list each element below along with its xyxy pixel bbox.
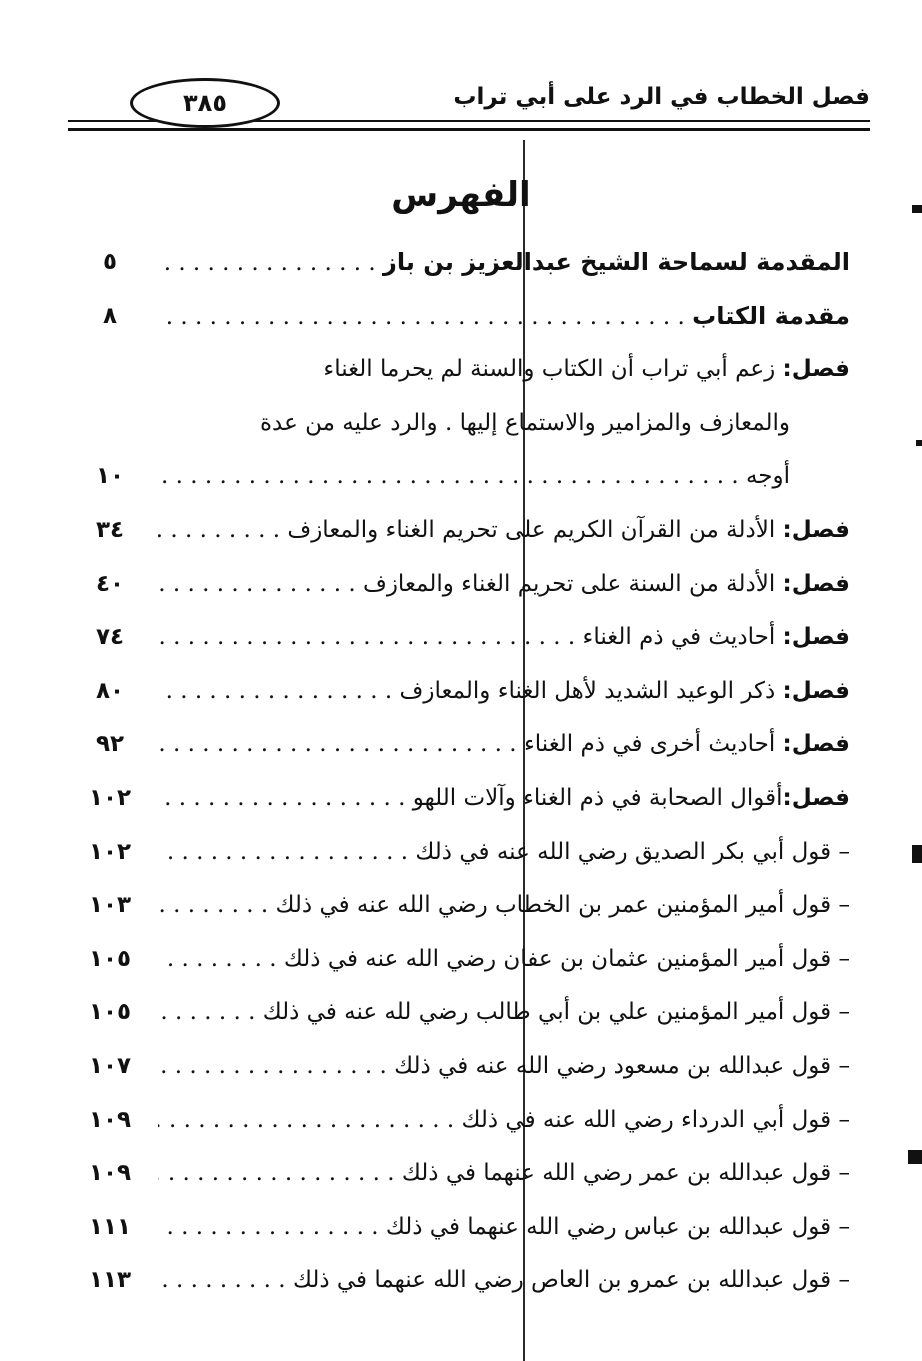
toc-entry-title: – قول أمير المؤمنين عثمان بن عفان رضي الله عنه في ذلك <box>283 945 850 972</box>
toc-entry-title: والمعازف والمزامير والاستماع إليها . والرد عليه من عدة <box>259 409 790 436</box>
toc-entry-page: ٤٠ <box>95 570 125 597</box>
toc-entry-page: ١٠٩ <box>88 1160 132 1187</box>
toc-entry-title: – قول عبدالله بن عمرو بن العاص رضي الله عنهما في ذلك <box>292 1267 850 1294</box>
toc-entry-text <box>158 665 850 719</box>
toc-entry <box>70 397 850 451</box>
toc-entry <box>70 1147 850 1201</box>
toc-entry-text <box>158 1201 850 1255</box>
toc-entry-title: – قول عبدالله بن مسعود رضي الله عنه في ذلك <box>394 1052 850 1079</box>
toc-entry <box>70 290 850 344</box>
toc-entry-text <box>158 826 850 880</box>
toc-entry-title: – قول أبي الدرداء رضي الله عنه في ذلك <box>461 1106 850 1133</box>
toc-entry-text <box>158 504 850 558</box>
toc-entry-title: ذكر الوعيد الشديد لأهل الغناء والمعازف <box>399 677 783 704</box>
toc-entry-page: ١٠٧ <box>88 1052 132 1079</box>
page-number: ٣٨٥ <box>130 78 280 128</box>
toc-entry-text <box>158 879 850 933</box>
toc-entry-page: ١٠٢ <box>88 838 132 865</box>
toc-entry-lead: فصل: <box>782 784 850 811</box>
toc-entry-lead: فصل: <box>782 677 850 704</box>
toc-entry-page: ٥ <box>102 249 118 275</box>
toc-entry-text <box>158 558 850 612</box>
toc-entry <box>70 558 850 612</box>
toc-entry-title: – قول عبدالله بن عمر رضي الله عنهما في ذلك <box>401 1160 850 1187</box>
toc-entry-title: – قول أمير المؤمنين علي بن أبي طالب رضي لله عنه في ذلك <box>262 999 850 1026</box>
toc-entry-text <box>158 1254 850 1308</box>
toc-entry-text <box>158 1094 850 1148</box>
toc-entry <box>70 504 850 558</box>
toc-entry <box>70 772 850 826</box>
toc-entry <box>70 826 850 880</box>
toc-entry-lead: فصل: <box>782 570 850 597</box>
toc-entry <box>70 236 850 290</box>
toc-entry-title: – قول أمير المؤمنين عمر بن الخطاب رضي الله عنه في ذلك <box>275 892 850 919</box>
book-title: فصل الخطاب في الرد على أبي تراب <box>453 84 870 110</box>
toc-entry-page: ١٠٩ <box>88 1106 132 1133</box>
toc-entry-page: ٣٤ <box>95 516 125 543</box>
toc-entry-text <box>158 343 850 397</box>
edge-mark <box>916 440 922 446</box>
toc-entry-page: ١٠٢ <box>88 784 132 811</box>
toc-entry <box>70 611 850 665</box>
toc-entry-title: – قول عبدالله بن عباس رضي الله عنهما في ذلك <box>385 1213 850 1240</box>
toc-entry-page: ١٠٥ <box>88 945 132 972</box>
toc-entry-page: ١٠٣ <box>88 892 132 919</box>
toc-entry-text <box>158 397 790 451</box>
toc-entry-page: ٨ <box>102 302 118 329</box>
toc-entry-page: ١٠ <box>95 463 125 490</box>
toc-entry-title: الأدلة من السنة على تحريم الغناء والمعازف <box>362 570 783 597</box>
toc-entry-text <box>158 236 850 291</box>
edge-mark <box>912 845 922 863</box>
toc-entry-text <box>158 933 850 987</box>
toc-entry-page: ١١٣ <box>88 1267 132 1294</box>
toc-entry <box>70 1040 850 1094</box>
header-rule-thick <box>68 128 870 131</box>
toc-entry <box>70 933 850 987</box>
toc-entry <box>70 665 850 719</box>
toc-entry-title: المقدمة لسماحة الشيخ عبدالعزيز بن باز <box>383 248 850 276</box>
toc-entry-title: زعم أبي تراب أن الكتاب والسنة لم يحرما الغناء <box>323 356 783 383</box>
toc-entry <box>70 1201 850 1255</box>
toc-entry <box>70 1094 850 1148</box>
toc-entry-lead: فصل: <box>782 624 850 651</box>
toc-entry-text <box>158 1040 850 1094</box>
toc-entry-lead: فصل: <box>782 516 850 543</box>
toc-entry-text <box>158 772 850 826</box>
toc-entry-lead: فصل: <box>782 731 850 758</box>
toc-entry-text <box>158 290 850 345</box>
toc-entry-title: أحاديث في ذم الغناء <box>582 624 783 651</box>
toc-entry-title: أحاديث أخرى في ذم الغناء <box>523 731 783 758</box>
toc-entry <box>70 986 850 1040</box>
toc-entry-page: ١٠٥ <box>88 999 132 1026</box>
toc-entry-text <box>158 718 850 772</box>
toc-entry-title: أوجه <box>745 463 790 490</box>
toc-entry-page: ٩٢ <box>95 731 125 758</box>
page-header <box>68 78 870 134</box>
toc-entry <box>70 879 850 933</box>
toc-entry-text <box>158 450 790 504</box>
toc-entry-text <box>158 1147 850 1201</box>
toc-entry-text <box>158 986 850 1040</box>
toc-entry <box>70 450 850 504</box>
edge-mark <box>908 1150 922 1164</box>
toc-entry-page: ٧٤ <box>95 624 125 651</box>
toc-entry-title: الأدلة من القرآن الكريم على تحريم الغناء والمعازف <box>287 516 783 543</box>
toc-entry <box>70 718 850 772</box>
toc-heading: الفهرس <box>391 175 531 215</box>
toc-entry-title: – قول أبي بكر الصديق رضي الله عنه في ذلك <box>415 838 850 865</box>
toc-entry-page: ١١١ <box>88 1213 132 1240</box>
toc-entry-title: مقدمة الكتاب <box>692 301 850 330</box>
toc-entry-text <box>158 611 850 665</box>
toc-list <box>70 236 850 1308</box>
toc-entry <box>70 1254 850 1308</box>
toc-entry-page: ٨٠ <box>95 677 125 704</box>
toc-entry-title: أقوال الصحابة في ذم الغناء وآلات اللهو <box>412 784 783 811</box>
toc-entry-lead: فصل: <box>782 356 850 383</box>
toc-entry <box>70 343 850 397</box>
